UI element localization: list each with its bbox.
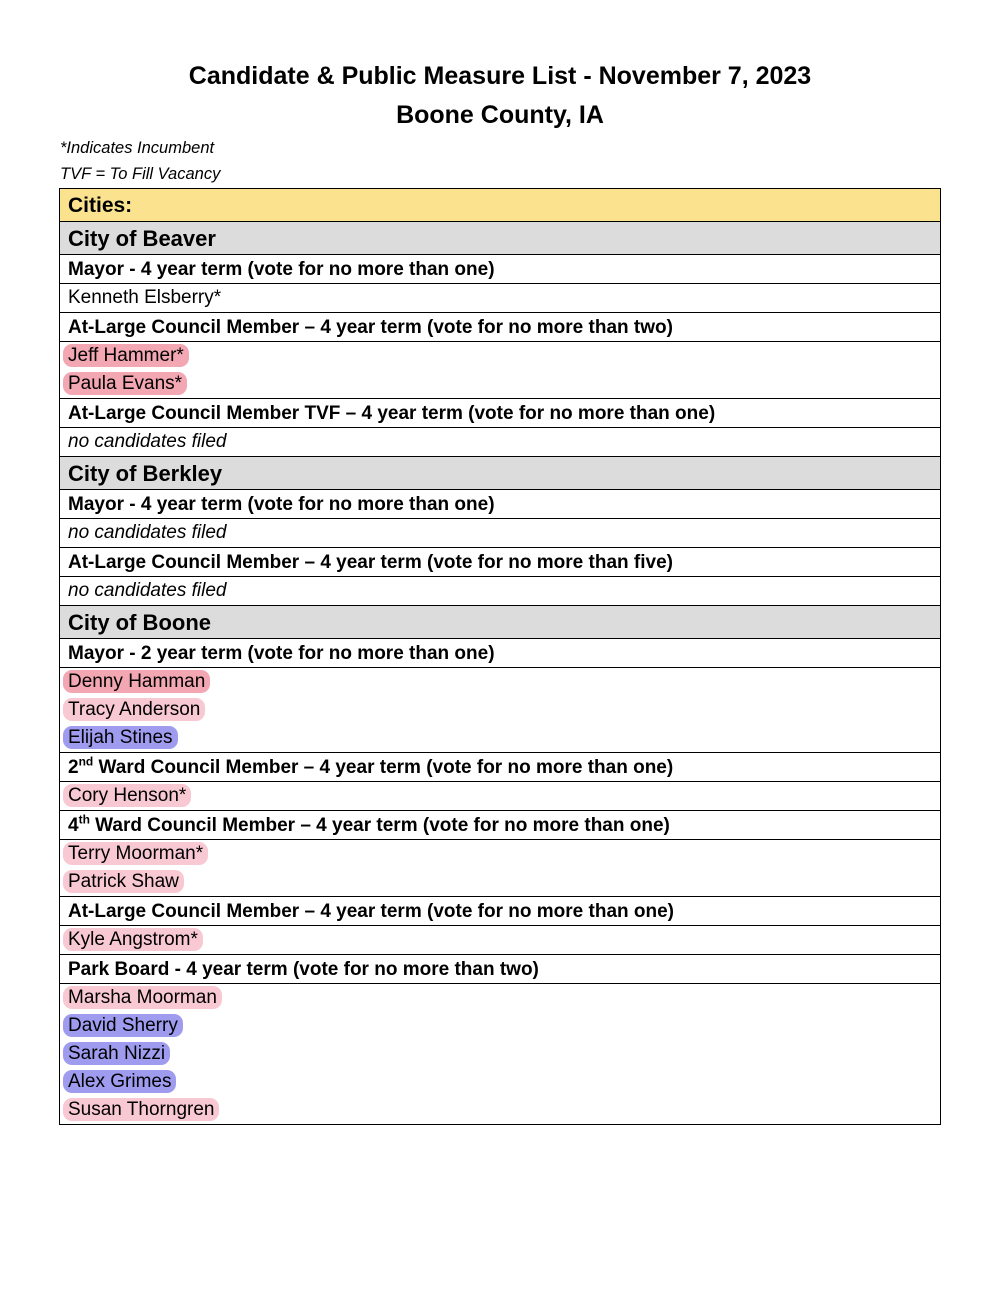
candidates-boone-ward4 xyxy=(60,840,940,897)
no-candidates-text: no candidates filed xyxy=(68,580,227,601)
incumbent-note: *Indicates Incumbent xyxy=(60,139,215,157)
candidate-table xyxy=(59,188,941,1125)
candidate-name: Cory Henson* xyxy=(63,784,191,807)
city-header-berkley: City of Berkley xyxy=(60,457,940,490)
candidate-name: Terry Moorman* xyxy=(63,842,208,865)
candidate-name: Patrick Shaw xyxy=(63,870,184,893)
no-candidates-text: no candidates filed xyxy=(68,431,227,452)
candidate-name: Jeff Hammer* xyxy=(63,344,189,367)
candidates-boone-at-large xyxy=(60,926,940,955)
cities-section-header: Cities: xyxy=(60,189,940,222)
candidate-name: Elijah Stines xyxy=(63,726,178,749)
office-berkley-at-large: At-Large Council Member – 4 year term (vote for no more than five) xyxy=(60,548,940,577)
candidate-name: Denny Hamman xyxy=(63,670,210,693)
tvf-note: TVF = To Fill Vacancy xyxy=(60,165,221,183)
candidate-name: David Sherry xyxy=(63,1014,183,1037)
candidates-beaver-at-large-tvf xyxy=(60,428,940,457)
no-candidates-text: no candidates filed xyxy=(68,522,227,543)
candidate-name: Alex Grimes xyxy=(63,1070,176,1093)
page-subtitle: Boone County, IA xyxy=(396,101,604,129)
office-beaver-mayor: Mayor - 4 year term (vote for no more than one) xyxy=(60,255,940,284)
candidates-beaver-at-large xyxy=(60,342,940,399)
city-header-boone: City of Boone xyxy=(60,606,940,639)
candidate-name: Tracy Anderson xyxy=(63,698,205,721)
candidate-name: Kyle Angstrom* xyxy=(63,928,203,951)
office-berkley-mayor: Mayor - 4 year term (vote for no more than one) xyxy=(60,490,940,519)
candidates-beaver-mayor xyxy=(60,284,940,313)
candidates-berkley-mayor xyxy=(60,519,940,548)
office-beaver-at-large: At-Large Council Member – 4 year term (vote for no more than two) xyxy=(60,313,940,342)
office-boone-ward2: 2nd Ward Council Member – 4 year term (vote for no more than one) xyxy=(60,753,940,782)
candidate-name: Marsha Moorman xyxy=(63,986,222,1009)
candidates-berkley-at-large xyxy=(60,577,940,606)
office-boone-at-large: At-Large Council Member – 4 year term (vote for no more than one) xyxy=(60,897,940,926)
candidate-name: Susan Thorngren xyxy=(63,1098,219,1121)
office-boone-mayor: Mayor - 2 year term (vote for no more than one) xyxy=(60,639,940,668)
page-title: Candidate & Public Measure List - November 7, 2023 xyxy=(188,62,812,90)
city-header-beaver: City of Beaver xyxy=(60,222,940,255)
candidate-name: Kenneth Elsberry* xyxy=(68,287,222,308)
candidate-name: Paula Evans* xyxy=(63,372,187,395)
candidate-name: Sarah Nizzi xyxy=(63,1042,170,1065)
office-beaver-at-large-tvf: At-Large Council Member TVF – 4 year term (vote for no more than one) xyxy=(60,399,940,428)
candidates-boone-ward2 xyxy=(60,782,940,811)
office-boone-park-board: Park Board - 4 year term (vote for no more than two) xyxy=(60,955,940,984)
candidates-boone-mayor xyxy=(60,668,940,753)
candidates-boone-park-board xyxy=(60,984,940,1124)
office-boone-ward4: 4th Ward Council Member – 4 year term (vote for no more than one) xyxy=(60,811,940,840)
